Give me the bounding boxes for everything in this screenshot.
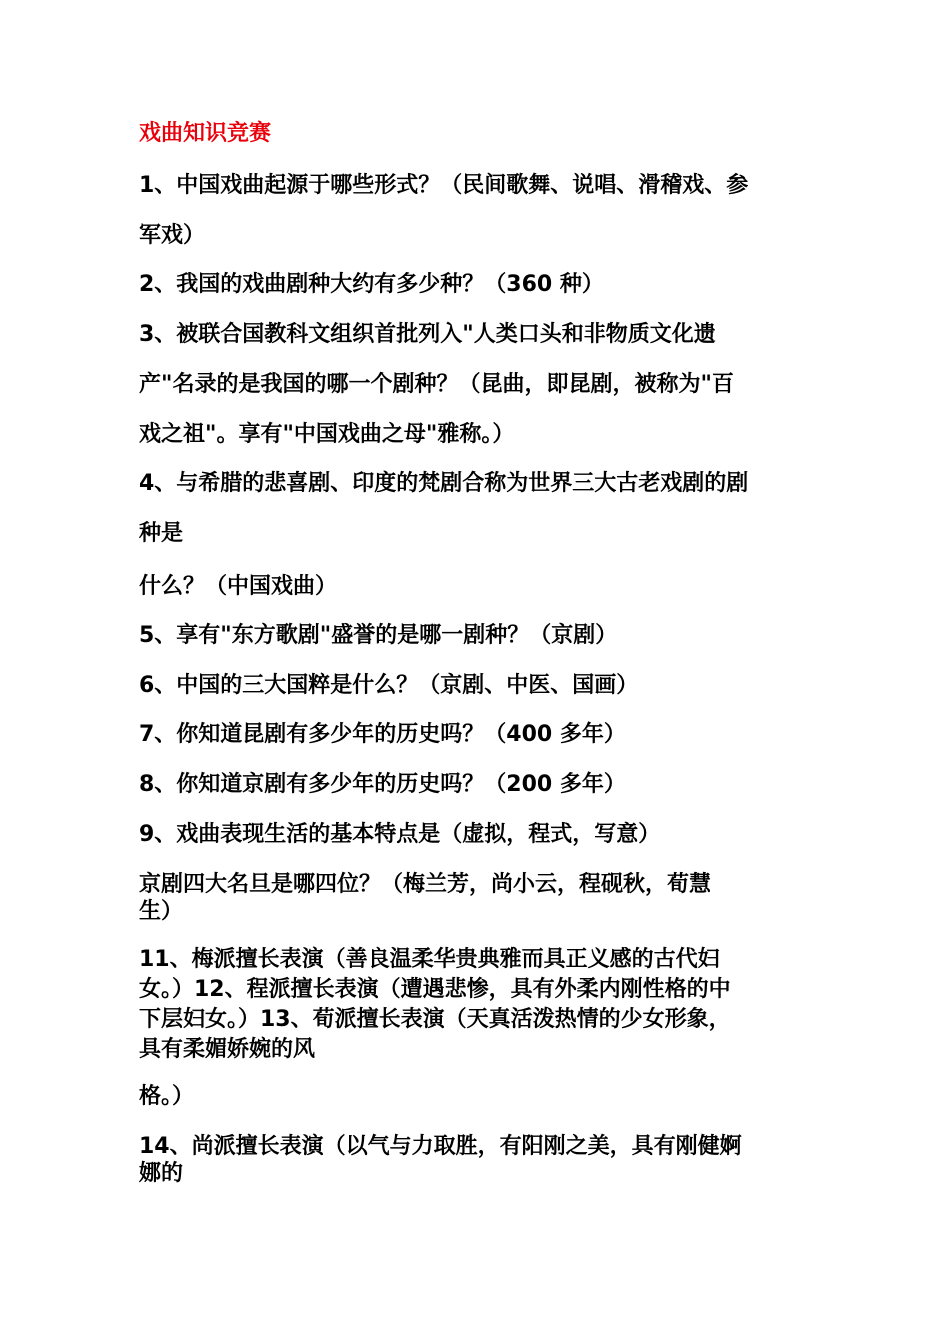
question-2: 2、我国的戏曲剧种大约有多少种？（360 种） (139, 272, 604, 297)
question-3-line-3: 戏之祖"。享有"中国戏曲之母"雅称。） (139, 422, 515, 447)
question-4-line-3: 什么？（中国戏曲） (139, 574, 338, 599)
question-11-line-5: 格。） (139, 1084, 195, 1109)
question-3-line-1: 3、被联合国教科文组织首批列入"人类口头和非物质文化遗 (139, 322, 716, 347)
question-1-line-1: 1、中国戏曲起源于哪些形式？（民间歌舞、说唱、滑稽戏、参 (139, 173, 749, 198)
question-7: 7、你知道昆剧有多少年的历史吗？（400 多年） (139, 722, 626, 747)
question-8: 8、你知道京剧有多少年的历史吗？（200 多年） (139, 772, 626, 797)
question-4-line-1: 4、与希腊的悲喜剧、印度的梵剧合称为世界三大古老戏剧的剧 (139, 471, 749, 496)
question-4-line-2: 种是 (139, 521, 184, 546)
question-14-line-2: 娜的 (139, 1161, 184, 1186)
question-10-line-1: 京剧四大名旦是哪四位？（梅兰芳，尚小云，程砚秋，荀慧 (139, 872, 712, 897)
document-title: 戏曲知识竞赛 (139, 121, 272, 146)
question-11-line-3: 下层妇女。）13、荀派擅长表演（天真活泼热情的少女形象， (139, 1007, 731, 1032)
question-14-line-1: 14、尚派擅长表演（以气与力取胜，有阳刚之美，具有刚健婀 (139, 1134, 742, 1159)
question-9: 9、戏曲表现生活的基本特点是（虚拟，程式，写意） (139, 822, 661, 847)
question-11-line-4: 具有柔媚娇婉的风 (139, 1037, 316, 1062)
question-11-line-2: 女。）12、程派擅长表演（遭遇悲惨，具有外柔内刚性格的中 (139, 977, 731, 1002)
question-11-line-1: 11、梅派擅长表演（善良温柔华贵典雅而具正义感的古代妇 (139, 947, 720, 972)
question-6: 6、中国的三大国粹是什么？（京剧、中医、国画） (139, 673, 639, 698)
question-3-line-2: 产"名录的是我国的哪一个剧种？（昆曲，即昆剧，被称为"百 (139, 372, 734, 397)
question-10-line-2: 生） (139, 899, 184, 924)
question-1-line-2: 军戏） (139, 223, 206, 248)
question-5: 5、享有"东方歌剧"盛誉的是哪一剧种？（京剧） (139, 623, 618, 648)
